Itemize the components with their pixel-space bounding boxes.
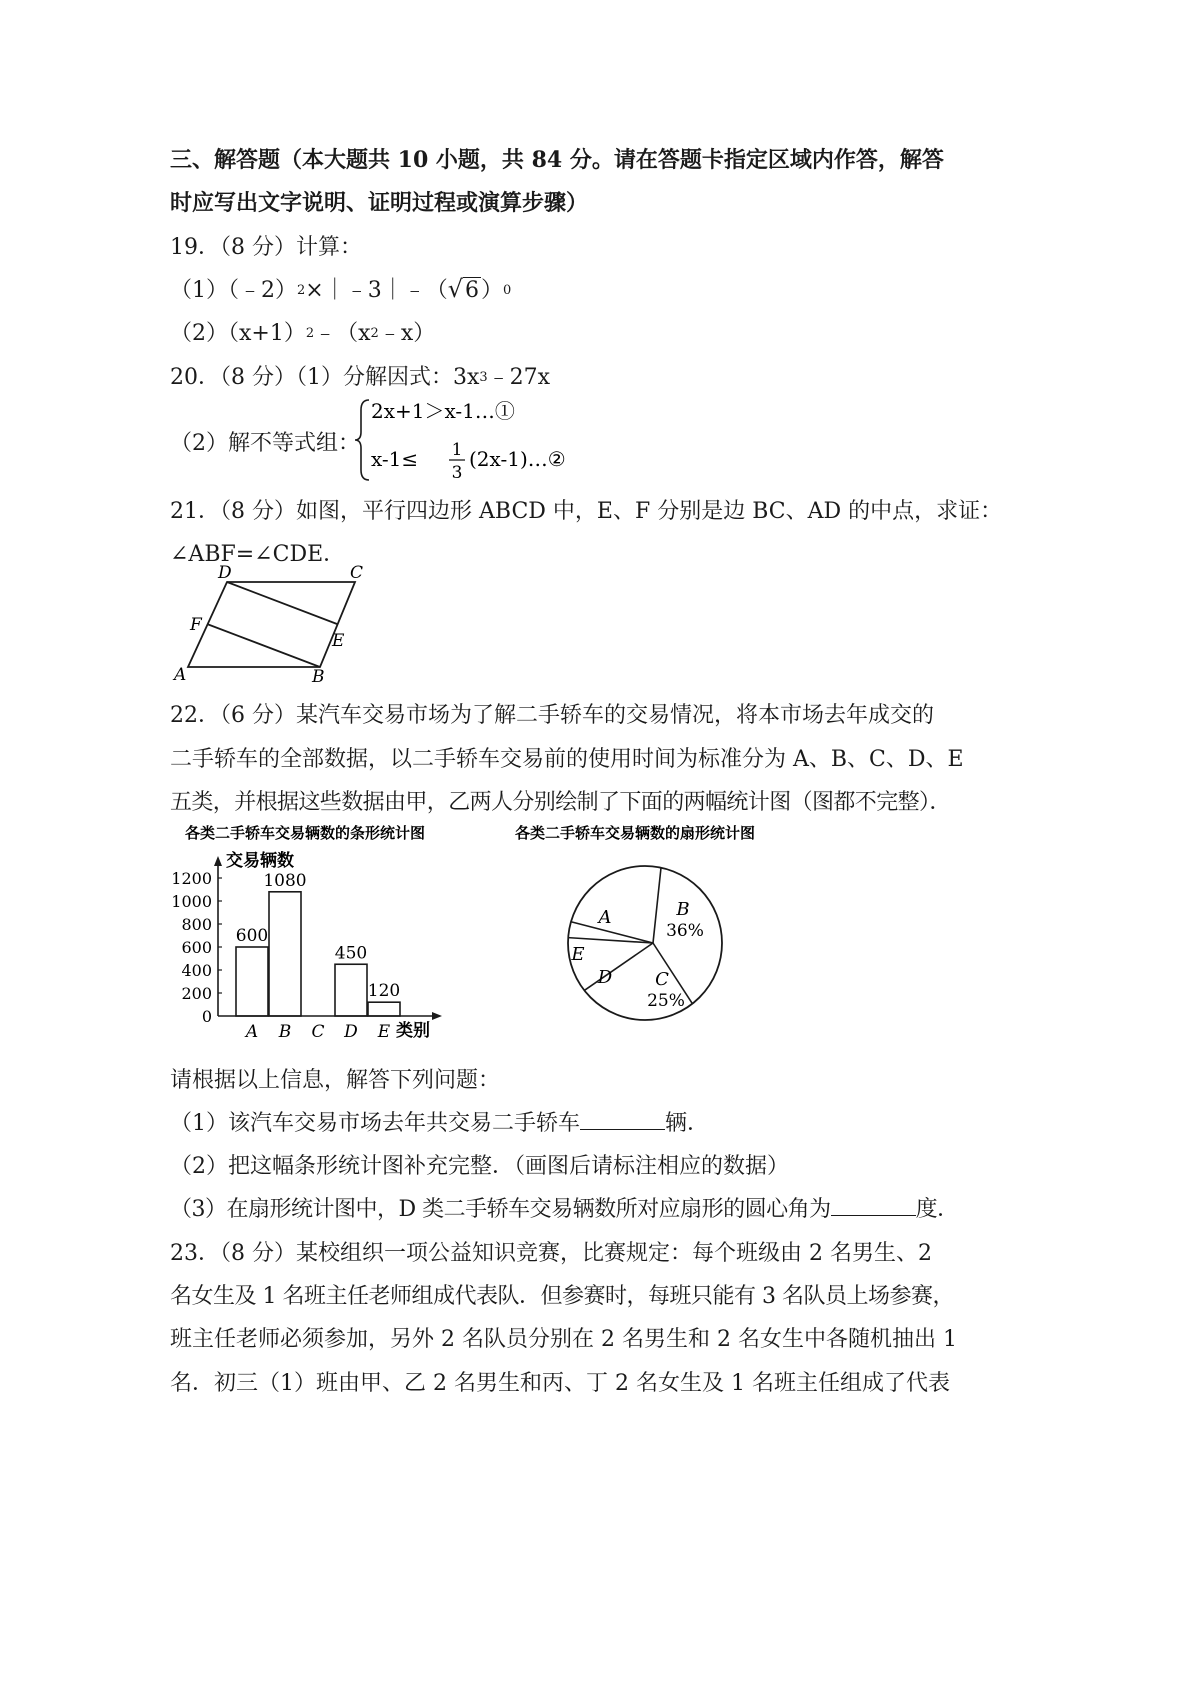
q20-header: 20．（8 分）（1）分解因式：$3x^3﹣27x$ — [170, 365, 551, 390]
q23-line3: 班主任老师必须参加，另外 2 名队员分别在 2 名男生和 2 名女生中各随机抽出 1 — [170, 1327, 957, 1352]
parallelogram-figure — [160, 560, 380, 690]
bar-d — [335, 964, 367, 1016]
q19-part1: $(1)(﹣2)^2\times|﹣3|﹣(√6)^0$ — [170, 275, 512, 303]
pie-chart — [495, 818, 795, 1048]
bar-chart-xlabel: 类别 — [396, 1021, 430, 1041]
q19-header: 19．（8 分）计算： — [170, 235, 362, 260]
q19-part2: $(2)(x+1)^2﹣(x^2﹣x)$ — [170, 321, 436, 346]
label-c: C — [350, 563, 364, 583]
sqrt-radicand: 6 — [465, 278, 480, 303]
label-d: D — [218, 563, 232, 583]
q22-line3: 五类，并根据这些数据由甲，乙两人分别绘制了下面的两幅统计图（图都不完整）． — [170, 790, 951, 815]
bar-a — [236, 947, 268, 1016]
bar-value-label: 600 — [235, 926, 269, 946]
pie-label-d: D — [597, 967, 613, 988]
fraction-denominator: 3 — [451, 463, 463, 483]
x-category-label: A — [245, 1022, 259, 1042]
bar-value-label: 450 — [334, 943, 368, 964]
q22-line1: 22．（6 分）某汽车交易市场为了解二手轿车的交易情况，将本市场去年成交的 — [170, 703, 934, 728]
bar-b — [269, 892, 301, 1016]
q20-part2-label: （2）解不等式组： — [170, 431, 360, 456]
label-f: F — [190, 615, 202, 635]
segment-de — [227, 582, 337, 624]
label-b: B — [312, 667, 325, 687]
q22-line2: 二手轿车的全部数据，以二手轿车交易前的使用时间为标准分为 A、B、C、D、E — [170, 747, 964, 772]
bar-value-label: 1080 — [263, 870, 307, 891]
x-category-label: E — [377, 1022, 391, 1042]
pie-label-c: C — [655, 969, 669, 990]
q22-sub2: （2）把这幅条形统计图补充完整．（画图后请标注相应的数据） — [170, 1154, 789, 1179]
pie-label-b: B — [676, 899, 690, 920]
bar-chart — [160, 818, 460, 1048]
q23-line2: 名女生及 1 名班主任老师组成代表队．但参赛时，每班只能有 3 名队员上场参赛， — [170, 1284, 954, 1309]
parallelogram-abcd — [188, 582, 355, 667]
answer-blank-2[interactable] — [831, 1195, 916, 1216]
answer-blank-1[interactable] — [580, 1109, 665, 1130]
pie-percent-c: 25% — [647, 991, 685, 1011]
x-category-label: B — [278, 1022, 292, 1042]
inequality-2-left: x-1≤ — [371, 447, 419, 471]
q22-sub1: （1）该汽车交易市场去年共交易二手轿车 辆． — [170, 1111, 710, 1136]
y-tick-label: 1000 — [171, 892, 212, 911]
pie-label-a: A — [598, 907, 612, 928]
x-axis-arrow-icon — [432, 1012, 442, 1020]
pie-slice-boundary — [653, 868, 661, 943]
label-a: A — [174, 665, 187, 685]
left-brace — [355, 400, 369, 480]
label-e: E — [332, 631, 345, 651]
bar-chart-title: 各类二手轿车交易辆数的条形统计图 — [184, 824, 426, 842]
q23-line1: 23．（8 分）某校组织一项公益知识竞赛，比赛规定：每个班级由 2 名男生、2 — [170, 1241, 932, 1266]
q22-sub3: （3）在扇形统计图中，D 类二手轿车交易辆数所对应扇形的圆心角为 度． — [170, 1197, 959, 1222]
segment-bf — [207, 624, 320, 667]
y-tick-label: 1200 — [171, 869, 212, 888]
pie-label-e: E — [571, 944, 585, 965]
q23-line4: 名．初三（1）班由甲、乙 2 名男生和丙、丁 2 名女生及 1 名班主任组成了代表 — [170, 1371, 950, 1396]
inequality-2-right: (2x-1)…② — [469, 447, 566, 471]
y-tick-label: 400 — [181, 961, 212, 980]
x-category-label: D — [344, 1022, 358, 1042]
q21-line2: ∠ABF=∠CDE． — [170, 542, 346, 567]
section-title-line1: 三、解答题（本大题共 10 小题，共 84 分。请在答题卡指定区域内作答，解答 — [170, 147, 944, 173]
y-axis-arrow-icon — [214, 856, 222, 866]
x-category-label: C — [311, 1022, 325, 1042]
fraction-numerator: 1 — [451, 440, 463, 460]
y-tick-label: 0 — [201, 1007, 212, 1026]
pie-chart-title: 各类二手轿车交易辆数的扇形统计图 — [514, 824, 756, 842]
y-tick-label: 600 — [181, 938, 212, 957]
pie-percent-b: 36% — [666, 921, 704, 941]
pie-slice-boundary — [584, 943, 653, 990]
q22-prompt: 请根据以上信息，解答下列问题： — [170, 1068, 501, 1093]
bar-value-label: 120 — [367, 981, 401, 1002]
y-tick-label: 200 — [181, 984, 212, 1003]
inequality-system — [355, 394, 585, 486]
bar-chart-ylabel: 交易辆数 — [226, 851, 294, 871]
q21-line1: 21．（8 分）如图，平行四边形 ABCD 中，E、F 分别是边 BC、AD 的中点，求证： — [170, 499, 1003, 524]
y-tick-label: 800 — [181, 915, 212, 934]
inequality-1: 2x+1＞x-1…① — [371, 399, 515, 423]
section-title-line2: 时应写出文字说明、证明过程或演算步骤） — [170, 190, 589, 216]
bar-e — [368, 1002, 400, 1016]
